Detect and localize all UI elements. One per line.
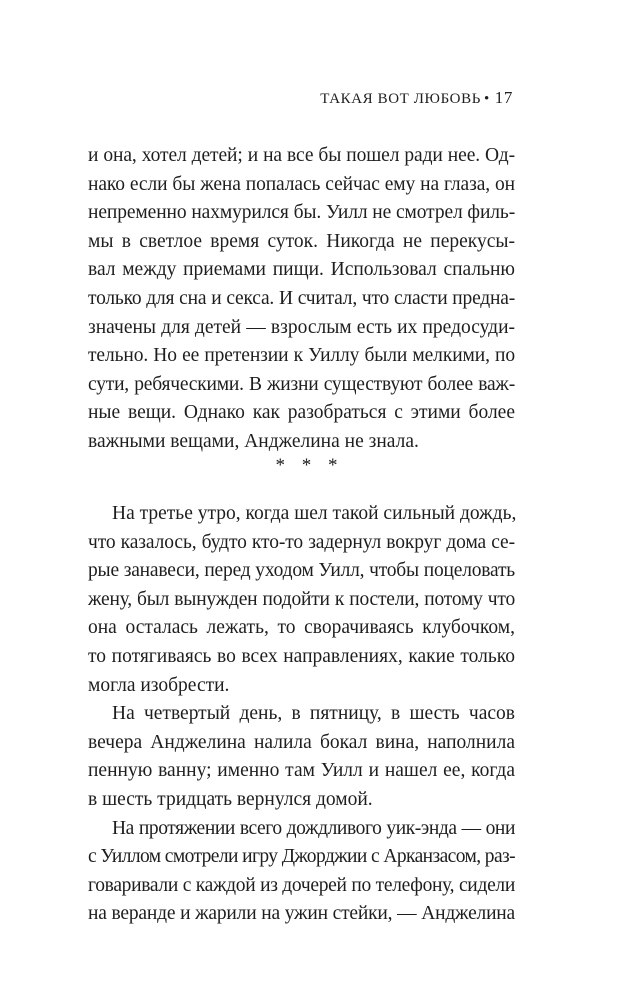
paragraph [88, 500, 515, 700]
text-line: что казалось, будто кто-то задернул вокруг дома се- [88, 531, 515, 553]
book-title: ТАКАЯ ВОТ ЛЮБОВЬ [320, 91, 481, 107]
text-line: тельно. Но ее претензии к Уиллу были мелкими, по [88, 345, 515, 367]
text-line: значены для детей — взрослым есть их предосуди- [88, 316, 515, 338]
text-block-top [88, 142, 515, 457]
text-line: На третье утро, когда шел такой сильный дождь, [112, 503, 517, 524]
text-line: то потягиваясь во всех направлениях, какие только [88, 645, 515, 667]
paragraph [88, 815, 515, 929]
paragraph [88, 700, 515, 814]
text-line: могла изобрести. [88, 674, 230, 696]
text-line: На протяжении всего дождливого уик-энда — они [112, 817, 515, 839]
text-line: рые занавеси, перед уходом Уилл, чтобы поцеловать [88, 560, 515, 582]
header-separator: • [483, 91, 490, 107]
text-line: вечера Анджелина налила бокал вина, наполнила [88, 731, 515, 753]
page-number: 17 [494, 88, 513, 107]
text-line: пенную ванну; именно там Уилл и нашел ее, когда [88, 760, 515, 782]
text-line: непременно нахмурился бы. Уилл не смотрел филь- [88, 202, 516, 224]
text-line: важными вещами, Анджелина не знала. [88, 430, 419, 452]
text-line: говаривали с каждой из дочерей по телефону, сидели [88, 874, 515, 896]
text-line: ные вещи. Однако как разобраться с этими более [88, 402, 515, 424]
text-line: мы в светлое время суток. Никогда не перекусы- [88, 230, 515, 252]
paragraph [88, 142, 515, 457]
text-line: только для сна и секса. И считал, что сласти предна- [88, 287, 515, 309]
text-line: На четвертый день, в пятницу, в шесть часов [112, 703, 515, 725]
text-line: нако если бы жена попалась сейчас ему на глаза, он [88, 173, 515, 195]
text-line: на веранде и жарили на ужин стейки, — Анджелина [88, 903, 515, 925]
scene-break: * * * [275, 455, 344, 476]
text-block-bottom [88, 500, 515, 929]
text-line: и она, хотел детей; и на все бы пошел ради нее. Од- [88, 145, 515, 166]
running-header [320, 88, 513, 109]
text-line: в шесть тридцать вернулся домой. [88, 788, 373, 810]
text-line: с Уиллом смотрели игру Джорджии с Арканзасом, раз- [88, 846, 515, 868]
text-line: она осталась лежать, то сворачиваясь клубочком, [88, 617, 515, 639]
text-line: вал между приемами пищи. Использовал спальню [88, 259, 515, 281]
text-line: сути, ребяческими. В жизни существуют более важ- [88, 373, 515, 395]
text-line: жену, был вынужден подойти к постели, потому что [88, 588, 515, 610]
